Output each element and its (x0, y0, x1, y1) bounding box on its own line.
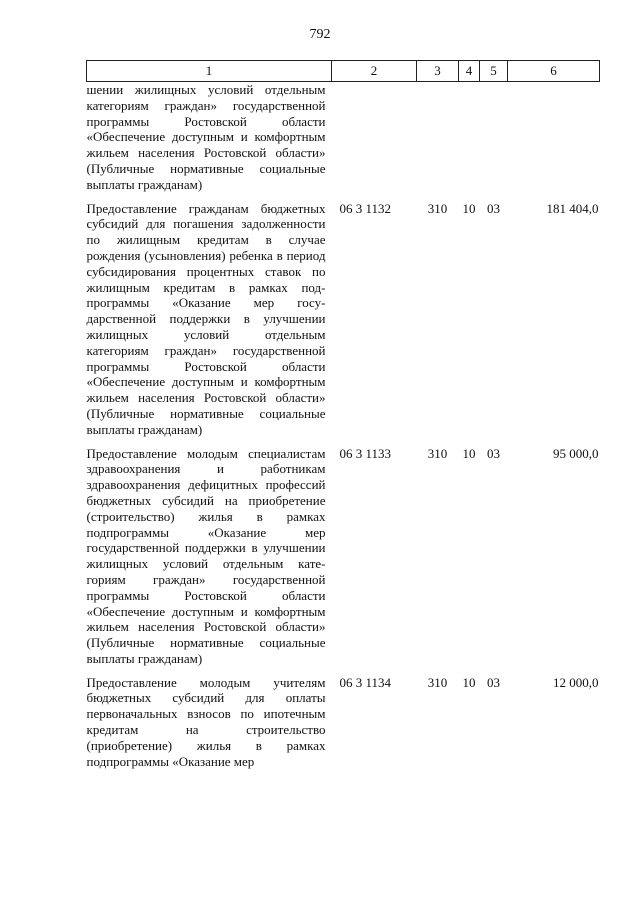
column-header-5: 5 (480, 61, 508, 82)
row-amount: 181 404,0 (546, 200, 599, 216)
table-row (87, 667, 600, 770)
table-row (87, 82, 600, 193)
row-description: Предоставление молодым учителям бюджетных субсидий для оплаты первоначальных взносов по ипотечным кредитам на строительство (приобретение) жилья в рамках подпрограммы «Оказание мер (86, 674, 326, 769)
column-header-1: 1 (87, 61, 332, 82)
row-target-code: 06 3 1133 (339, 445, 392, 461)
page-number: 792 (309, 27, 331, 42)
row-section (459, 82, 480, 193)
row-section: 10 (462, 445, 476, 461)
row-description: шении жилищных условий отдельным категориям граждан» государственной программы Ростовской области «Обеспечение доступным и комфортным жильем населения Ростовской области» (Публичные нормативные социальные выплаты гражданам) (86, 82, 326, 192)
row-section: 10 (462, 200, 476, 216)
column-number-header (87, 61, 600, 82)
row-subsection: 03 (487, 674, 500, 690)
row-amount: 95 000,0 (553, 445, 599, 461)
row-expense-type: 310 (427, 674, 448, 690)
column-header-2: 2 (332, 61, 417, 82)
row-amount (508, 82, 600, 193)
column-header-6: 6 (508, 61, 600, 82)
table-row (87, 193, 600, 438)
row-expense-type: 310 (427, 200, 448, 216)
row-subsection: 03 (487, 445, 500, 461)
row-expense-type (417, 82, 459, 193)
row-description: Предоставление гражданам бюджетных субсидий для погашения задолженности по жилищным кредитам в случае рождения (усыновления) ребенка в период субсидирования процентных ставок по жилищным кредитам в рамках подпрограммы «Оказание мер государственной поддержки в улучшении жилищных условий отдельным категориям граждан» государственной программы Ростовской области «Обеспечение доступным и комфортным жильем населения Ростовской области» (Публичные нормативные социальные выплаты гражданам) (86, 200, 326, 437)
row-subsection (480, 82, 508, 193)
row-target-code (332, 82, 417, 193)
column-header-4: 4 (459, 61, 480, 82)
row-expense-type: 310 (427, 445, 448, 461)
row-target-code: 06 3 1134 (339, 674, 392, 690)
row-section: 10 (462, 674, 476, 690)
row-amount: 12 000,0 (553, 674, 599, 690)
row-subsection: 03 (487, 200, 500, 216)
table-row (87, 438, 600, 667)
column-header-3: 3 (417, 61, 459, 82)
row-description: Предоставление молодым специалистам здравоохранения и работникам здравоохранения дефицитных профессий бюджетных субсидий на приобретение (строительство) жилья в рамках подпрограммы «Оказание мер государственной поддержки в улучшении жилищных условий отдельным категориям граждан» государственной программы Ростовской области «Обеспечение доступным и комфортным жильем населения Ростовской области» (Публичные нормативные социальные выплаты гражданам) (86, 445, 326, 666)
budget-table (86, 60, 600, 769)
row-target-code: 06 3 1132 (339, 200, 392, 216)
